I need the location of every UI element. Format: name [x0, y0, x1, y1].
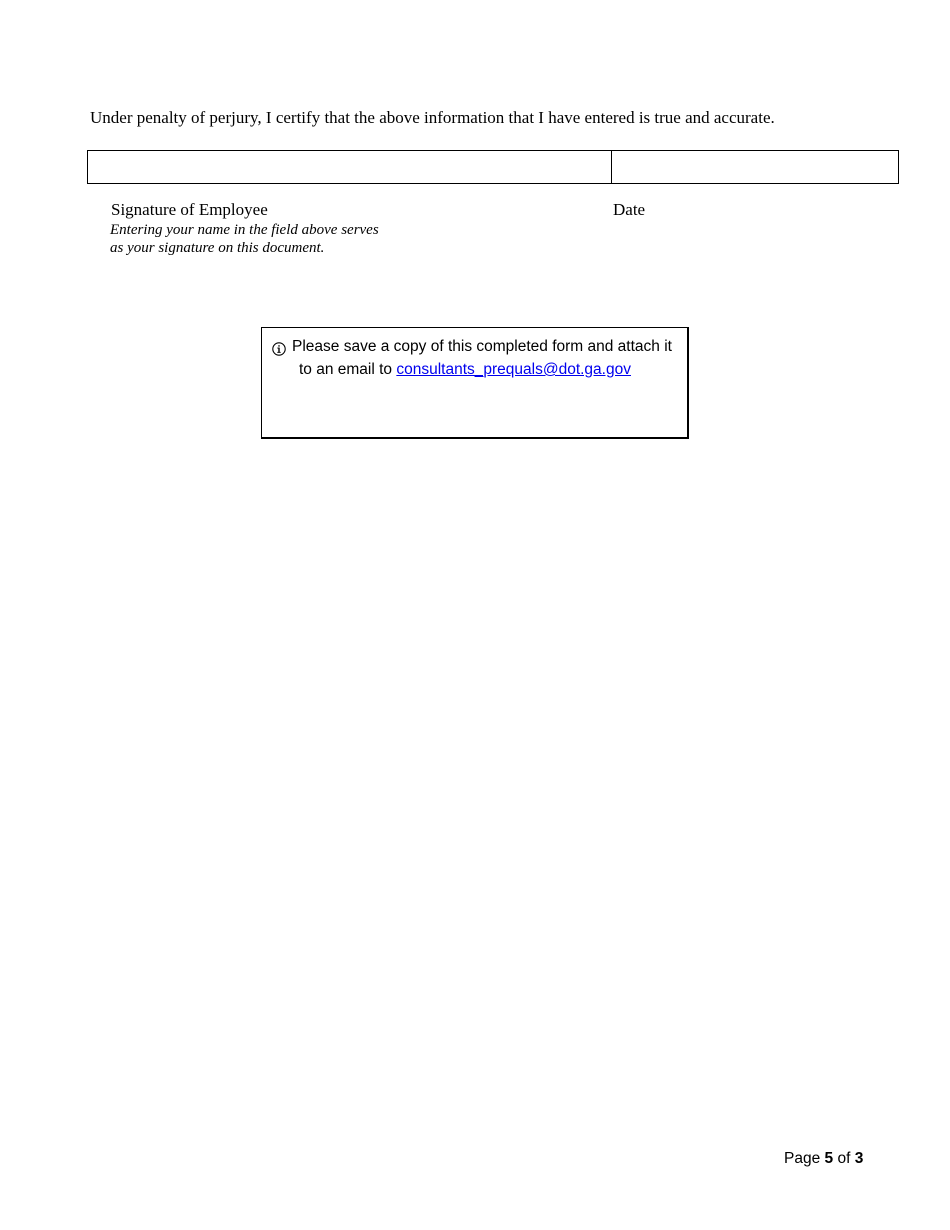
- date-field[interactable]: [612, 151, 898, 183]
- notice-line1: [272, 335, 679, 358]
- page-total: 3: [854, 1150, 864, 1167]
- page-current: 5: [824, 1150, 834, 1167]
- notice-text-line2: to an email to: [299, 361, 397, 378]
- signature-date-table: [87, 150, 899, 184]
- email-link[interactable]: consultants_prequals@dot.ga.gov: [396, 361, 631, 378]
- notice-line2: [272, 358, 679, 381]
- notice-text-line1: Please save a copy of this completed form and attach it: [292, 338, 672, 355]
- signature-note-line2: as your signature on this document.: [110, 240, 325, 256]
- certification-statement: Under penalty of perjury, I certify that the above information that I have entered is true and accurate.: [90, 108, 775, 127]
- info-icon: [272, 340, 286, 354]
- date-label: Date: [613, 200, 646, 219]
- page-word: Page: [784, 1150, 821, 1167]
- page-number: [784, 1150, 863, 1168]
- save-notice-box: [261, 327, 689, 439]
- of-word: of: [837, 1150, 851, 1167]
- signature-note-line1: Entering your name in the field above serves: [110, 222, 379, 238]
- signature-label: Signature of Employee: [111, 200, 268, 219]
- signature-field[interactable]: [88, 151, 612, 183]
- signature-note: [110, 221, 410, 257]
